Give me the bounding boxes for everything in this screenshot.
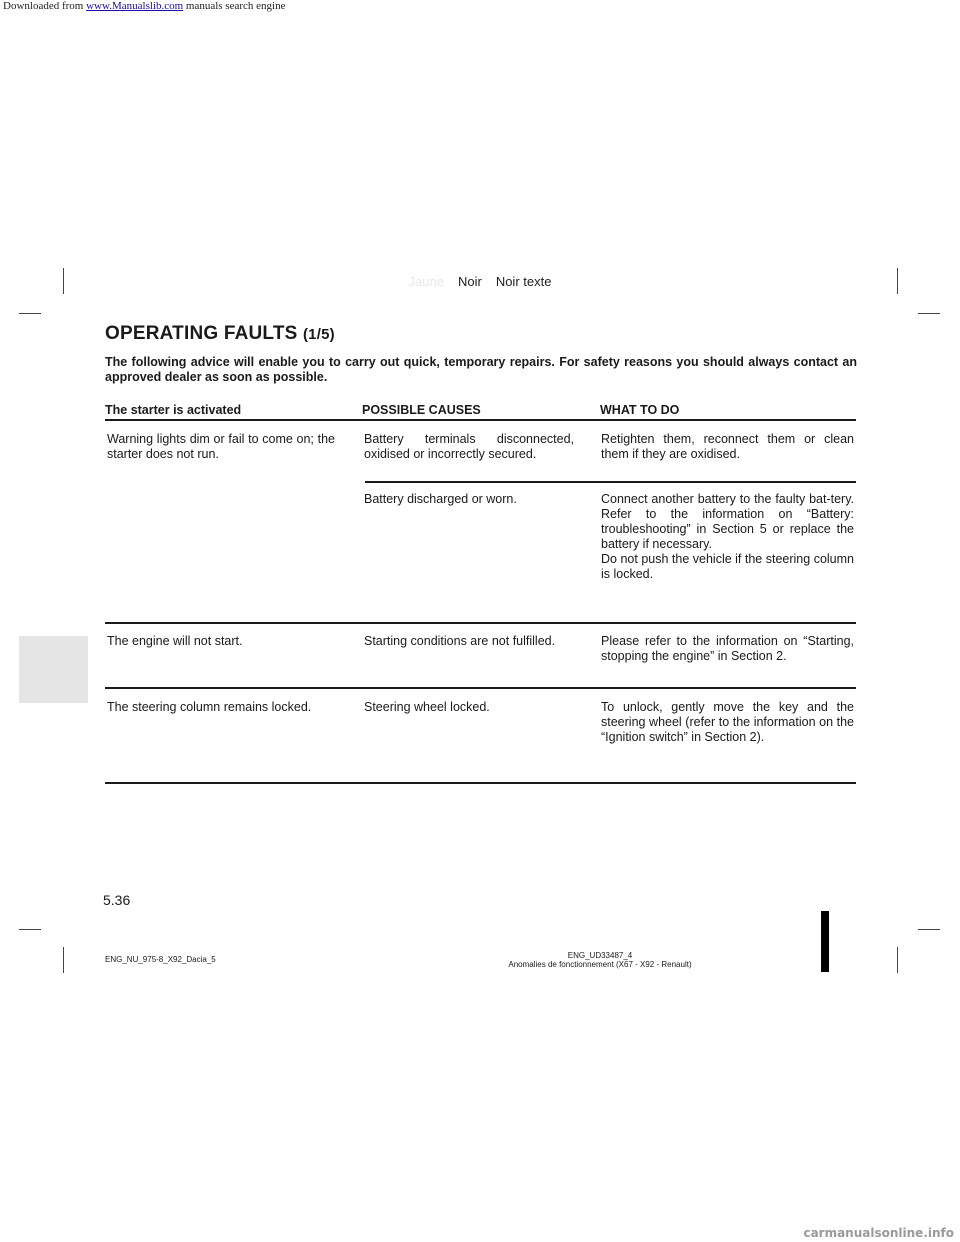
row4-symptom: The steering column remains locked.	[107, 700, 312, 714]
row1-cause: Battery terminals disconnected, oxidised or incorrectly secured.	[364, 432, 574, 461]
row3-symptom: The engine will not start.	[107, 634, 243, 648]
row-rule	[105, 622, 856, 624]
row4-todo: To unlock, gently move the key and the steering wheel (refer to the information on the “Ignition switch” in Section 2).	[601, 700, 854, 744]
separation-noir: Noir	[457, 274, 482, 289]
crop-mark	[897, 947, 898, 973]
crop-mark	[918, 929, 940, 930]
row1-todo: Retighten them, reconnect them or clean them if they are oxidised.	[601, 432, 854, 461]
footer-ref-title: Anomalies de fonctionnement (X67 - X92 - Renault)	[508, 960, 692, 969]
footer-ref-code: ENG_UD33487_4	[567, 951, 633, 960]
banner-suffix: manuals search engine	[183, 0, 286, 12]
intro-paragraph: The following advice will enable you to carry out quick, temporary repairs. For safety reasons you should always contact an approved dealer as soon as possible.	[105, 355, 857, 384]
page-title	[105, 323, 335, 345]
row2-cause: Battery discharged or worn.	[364, 492, 517, 506]
download-banner	[3, 0, 285, 12]
title-main: OPERATING FAULTS	[105, 323, 298, 344]
row3-cause: Starting conditions are not fulfilled.	[364, 634, 556, 648]
crop-mark	[918, 313, 940, 314]
row-rule	[105, 687, 856, 689]
crop-mark	[19, 313, 41, 314]
separation-noir-texte: Noir texte	[495, 274, 552, 289]
color-separation-labels	[0, 274, 960, 289]
column-header-todo: WHAT TO DO	[600, 403, 680, 417]
row2-todo: Connect another battery to the faulty bat-tery. Refer to the information on “Battery: troubleshooting” in Section 5 or replace the battery if necessary.	[601, 492, 854, 551]
title-page-of: (1/5)	[302, 326, 335, 343]
row2-todo-block	[601, 492, 854, 582]
separation-jaune: Jaune	[408, 274, 444, 289]
page-number: 5.36	[103, 892, 131, 908]
row4-cause: Steering wheel locked.	[364, 700, 490, 714]
row1-symptom: Warning lights dim or fail to come on; the starter does not run.	[107, 432, 335, 461]
row2-todo-extra: Do not push the vehicle if the steering column is locked.	[601, 552, 854, 581]
row3-todo: Please refer to the information on “Starting, stopping the engine” in Section 2.	[601, 634, 854, 663]
crop-mark	[19, 929, 41, 930]
crop-mark	[63, 947, 64, 973]
watermark: carmanualsonline.info	[803, 1226, 954, 1240]
banner-prefix: Downloaded from	[3, 0, 87, 12]
column-header-symptom: The starter is activated	[105, 403, 242, 417]
footer-doc-id: ENG_NU_975-8_X92_Dacia_5	[105, 955, 216, 964]
manualslib-link[interactable]: www.Manualslib.com	[86, 0, 184, 12]
column-header-causes: POSSIBLE CAUSES	[362, 403, 481, 417]
table-bottom-rule	[105, 782, 856, 784]
thumb-index-bar	[821, 911, 829, 972]
section-side-tab	[19, 636, 88, 703]
footer-reference	[400, 951, 800, 969]
header-rule	[105, 419, 856, 421]
row-rule	[365, 481, 856, 483]
